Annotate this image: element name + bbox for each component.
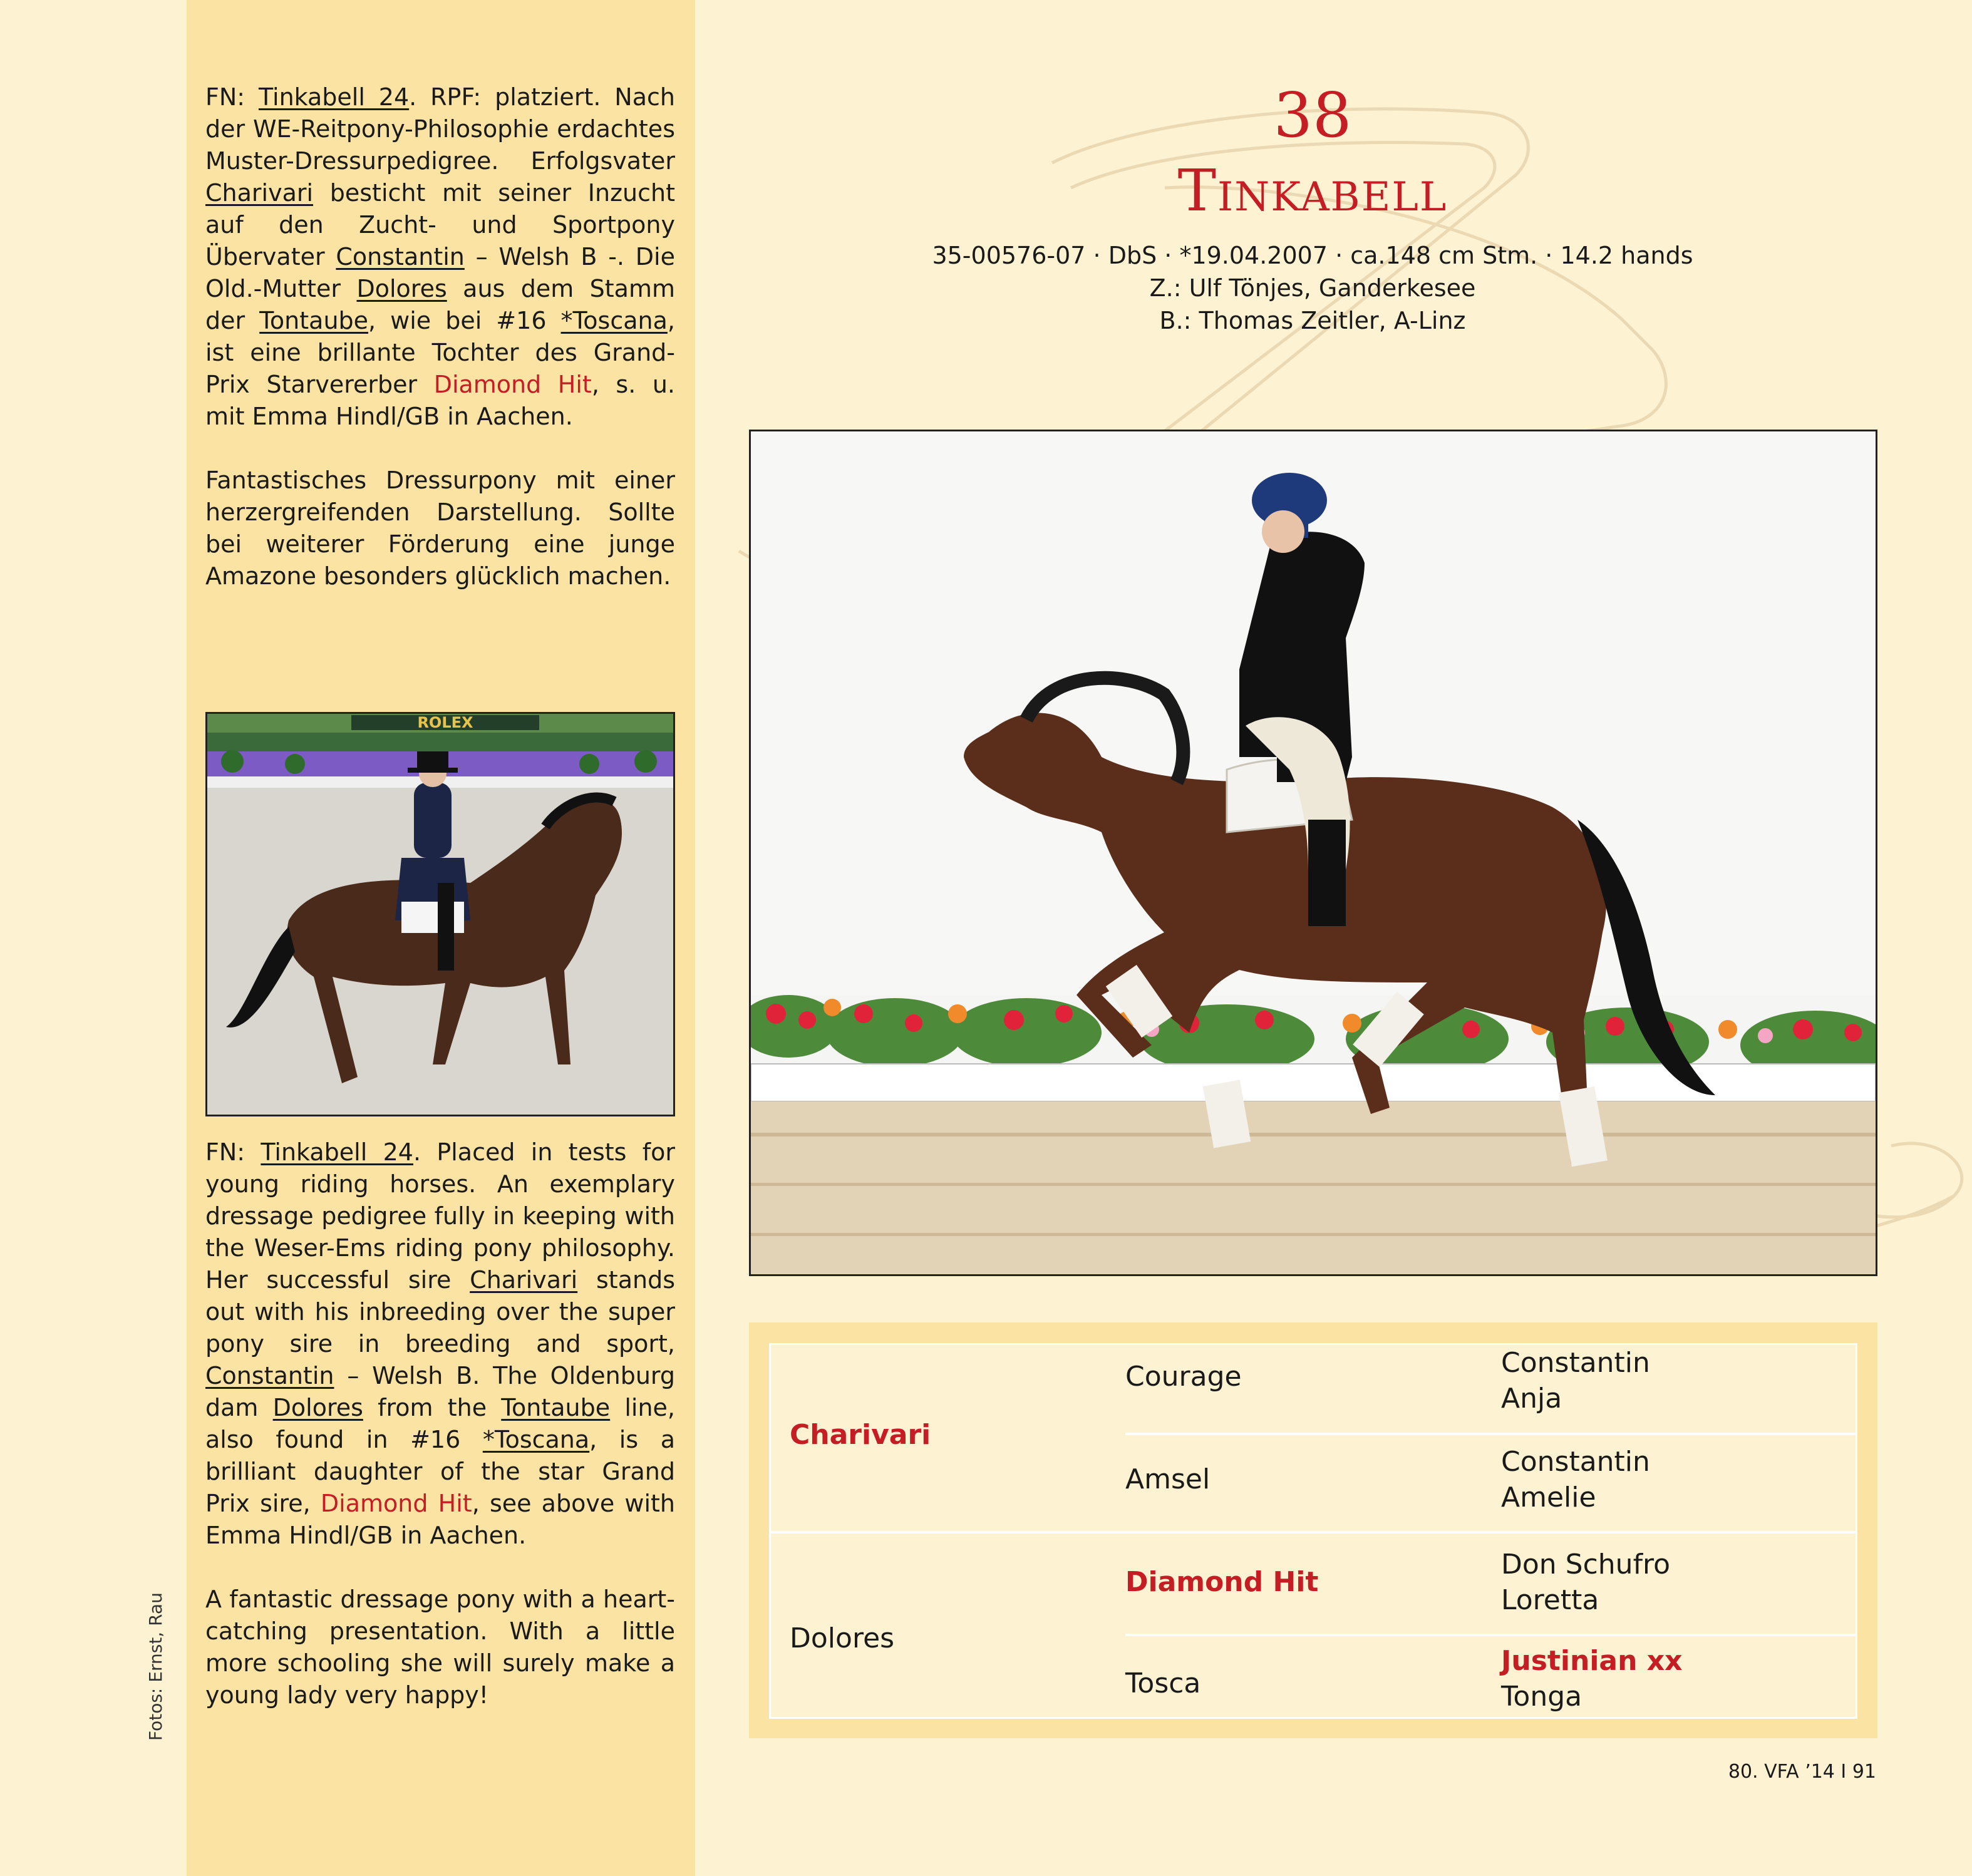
pedigree-g3-4: Amelie — [1501, 1482, 1596, 1513]
photo-main-horse — [749, 430, 1877, 1276]
linked-horse-name: *Toscana — [560, 307, 668, 334]
linked-horse-name: Tinkabell 24 — [258, 83, 410, 111]
linked-horse-name: Charivari — [205, 179, 314, 207]
linked-horse-name: Tontaube — [501, 1394, 611, 1421]
linked-horse-name: Constantin — [336, 243, 465, 271]
linked-horse-name: Dolores — [272, 1394, 363, 1421]
pedigree-g3-5: Don Schufro — [1501, 1549, 1671, 1580]
de-paragraph: Fantastisches Dressurpony mit einer herzergreifenden Darstellung. Sollte bei weiterer Förderung eine junge Amazone besonders glücklich machen. — [205, 466, 675, 590]
pedigree-dam: Dolores — [790, 1622, 895, 1654]
pedigree-panel — [749, 1322, 1877, 1738]
description-english — [205, 1136, 675, 1711]
en-paragraph: FN: Tinkabell 24. Placed in tests for young riding horses. An exemplary dressage pedigree fully in keeping with the Weser-Ems riding pony philosophy. Her successful sire Charivari stands out with his inbreeding over the super pony sire in breeding and sport, Constantin – Welsh B. The Oldenburg dam Dolores from the Tontaube line, also found in #16 *Toscana, is a brilliant daughter of the star Grand Prix sire, Diamond Hit, see above with Emma Hindl/GB in Aachen. — [205, 1138, 676, 1549]
pedigree-table — [769, 1343, 1857, 1719]
linked-horse-name: Dolores — [356, 275, 447, 302]
highlighted-horse-name: Diamond Hit — [320, 1490, 472, 1517]
en-paragraph: A fantastic dressage pony with a heart-catching presentation. With a little more schooling she will surely make a young lady very happy! — [205, 1585, 675, 1709]
page-number: 80. VFA ’14 I 91 — [1728, 1761, 1876, 1783]
pedigree-sire: Charivari — [790, 1419, 931, 1451]
pedigree-sire-dam: Amsel — [1125, 1463, 1211, 1495]
pedigree-g3-8: Tonga — [1501, 1681, 1582, 1713]
pedigree-g3-7: Justinian xx — [1501, 1645, 1683, 1677]
breeder-line: Z.: Ulf Tönjes, Ganderkesee — [1149, 274, 1476, 302]
linked-horse-name: Constantin — [205, 1362, 334, 1389]
pedigree-dam-sire: Diamond Hit — [1125, 1566, 1319, 1598]
pedigree-g3-2: Anja — [1501, 1383, 1562, 1415]
pedigree-dam-dam: Tosca — [1125, 1667, 1201, 1699]
linked-horse-name: Tinkabell 24 — [261, 1138, 413, 1166]
photo-aachen-dressage — [205, 712, 675, 1116]
pedigree-g3-6: Loretta — [1501, 1584, 1599, 1616]
linked-horse-name: Tontaube — [259, 307, 369, 334]
owner-line: B.: Thomas Zeitler, A-Linz — [1159, 307, 1466, 334]
highlighted-horse-name: Diamond Hit — [433, 371, 592, 398]
pedigree-g3-1: Constantin — [1501, 1347, 1650, 1379]
linked-horse-name: Charivari — [470, 1266, 578, 1294]
pedigree-g3-3: Constantin — [1501, 1446, 1650, 1478]
de-paragraph: FN: Tinkabell 24. RPF: platziert. Nach der WE-Reitpony-Philosophie erdachtes Muster-Dressurpedigree. Erfolgsvater Charivari besticht mit seiner Inzucht auf den Zucht- und Sportpony Übervater Constantin – Welsh B -. Die Old.-Mutter Dolores aus dem Stamm der Tontaube, wie bei #16 *Toscana, ist eine brillante Tochter des Grand-Prix Starvererber Diamond Hit, s. u. mit Emma Hindl/GB in Aachen. — [205, 83, 676, 430]
registration-line: 35-00576-07 · DbS · *19.04.2007 · ca.148 cm Stm. · 14.2 hands — [932, 242, 1693, 269]
arena-banner-text: ROLEX — [417, 714, 473, 731]
horse-name: Tinkabell — [1177, 157, 1448, 224]
linked-horse-name: *Toscana — [482, 1426, 590, 1453]
photo-credit: Fotos: Ernst, Rau — [145, 1592, 166, 1741]
pedigree-sire-sire: Courage — [1125, 1361, 1242, 1393]
description-german — [205, 81, 675, 592]
lot-number: 38 — [1273, 80, 1352, 152]
